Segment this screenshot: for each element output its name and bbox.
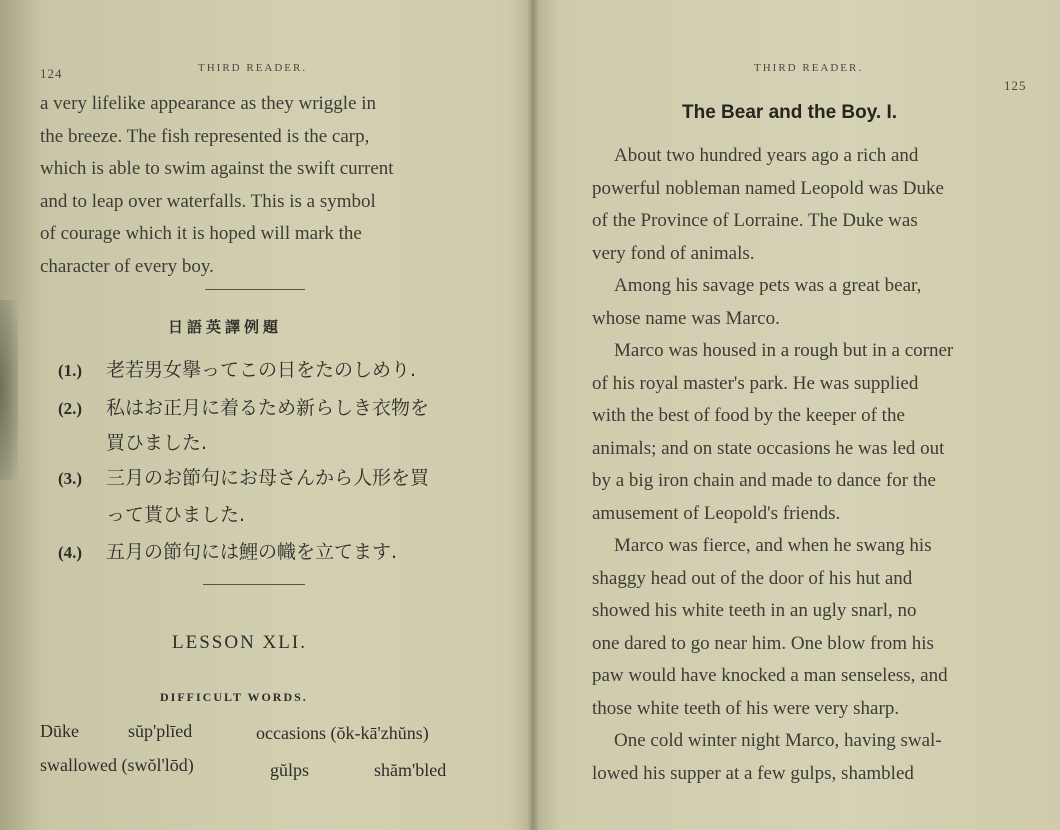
text-line: of his royal master's park. He was supplied (592, 372, 919, 394)
right-page (532, 0, 1060, 830)
text-line: amusement of Leopold's friends. (592, 502, 841, 524)
text-line: One cold winter night Marco, having swal- (614, 730, 942, 751)
text-line: paw would have knocked a man senseless, and (592, 665, 948, 686)
text-line: whose name was Marco. (592, 307, 780, 329)
exercise-number: (4.) (58, 543, 83, 562)
exercise-text-continued: って貰ひました. (106, 504, 246, 526)
divider (205, 289, 305, 290)
difficult-words-heading: DIFFICULT WORDS. (160, 690, 308, 704)
exercise-text: 私はお正月に着るため新らしき衣物を (106, 397, 430, 419)
text-line: Marco was fierce, and when he swang his (614, 535, 932, 556)
vocabulary-word: shăm'bled (374, 760, 447, 780)
exercise-item (58, 355, 416, 382)
lesson-heading: LESSON XLI. (172, 632, 307, 653)
exercise-number: (1.) (58, 361, 83, 380)
text-line: animals; and on state occasions he was led out (592, 437, 945, 459)
exercise-text: 老若男女擧ってこの日をたのしめり. (106, 359, 417, 381)
vocabulary-word: Dūke (40, 721, 79, 741)
text-line: those white teeth of his were very sharp. (592, 697, 900, 719)
exercise-text: 五月の節句には鯉の幟を立てます. (106, 541, 398, 563)
text-line: one dared to go near him. One blow from his (592, 632, 934, 654)
page-number-left: 124 (40, 66, 63, 81)
exercise-item (58, 463, 429, 490)
text-line: shaggy head out of the door of his hut and (592, 567, 913, 589)
exercise-number: (2.) (58, 399, 83, 418)
exercise-item (58, 393, 429, 420)
text-line: Among his savage pets was a great bear, (614, 275, 922, 296)
running-head-right: THIRD READER. (754, 62, 864, 74)
right-paragraphs (592, 140, 1052, 790)
text-line: Marco was housed in a rough but in a corner (614, 340, 954, 361)
text-line: the breeze. The fish represented is the carp, (40, 125, 370, 147)
text-line: and to leap over waterfalls. This is a symbol (40, 190, 376, 212)
text-line: very fond of animals. (592, 242, 755, 264)
text-line: showed his white teeth in an ugly snarl, no (592, 600, 917, 621)
exercise-text-continued: 買ひました. (106, 432, 208, 454)
text-line: character of every boy. (40, 255, 214, 277)
text-line: which is able to swim against the swift current (40, 158, 394, 179)
text-line: a very lifelike appearance as they wriggle in (40, 93, 377, 114)
text-line: About two hundred years ago a rich and (614, 145, 919, 166)
text-line: of courage which it is hoped will mark the (40, 223, 362, 244)
vocabulary-word: occasions (ŏk-kā'zhŭns) (256, 723, 429, 743)
vocabulary-word: gŭlps (270, 760, 310, 780)
vocabulary-word: swallowed (swŏl'lōd) (40, 755, 194, 775)
page-number-right: 125 (1004, 78, 1027, 93)
exercise-text: 三月のお節句にお母さんから人形を買 (106, 467, 430, 489)
divider (203, 584, 305, 585)
exercise-number: (3.) (58, 469, 83, 488)
story-title: The Bear and the Boy. I. (682, 102, 898, 123)
exercise-item (58, 537, 397, 564)
exercise-title: 日語英譯例題 (168, 318, 283, 336)
text-line: powerful nobleman named Leopold was Duke (592, 177, 944, 199)
left-paragraph (40, 88, 394, 283)
text-line: by a big iron chain and made to dance for the (592, 470, 936, 491)
text-line: of the Province of Lorraine. The Duke was (592, 210, 918, 231)
vocabulary-word: sŭp'plīed (128, 721, 193, 741)
text-line: with the best of food by the keeper of the (592, 405, 905, 426)
running-head-left: THIRD READER. (198, 62, 308, 74)
text-line: lowed his supper at a few gulps, shambled (592, 762, 914, 784)
